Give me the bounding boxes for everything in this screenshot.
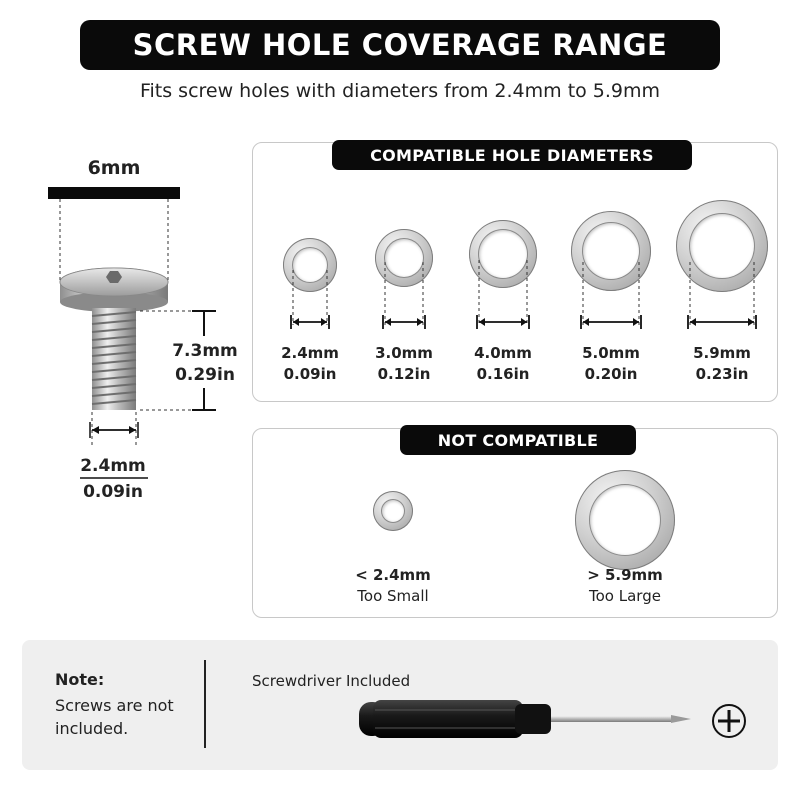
hole-size-label: 2.4mm 0.09in xyxy=(281,344,339,383)
too-large-label: > 5.9mm Too Large xyxy=(587,566,663,605)
page-subtitle: Fits screw holes with diameters from 2.4mm to 5.9mm xyxy=(139,80,661,102)
hole-size-label: 4.0mm 0.16in xyxy=(474,344,532,383)
hole-size-label: 3.0mm 0.12in xyxy=(375,344,433,383)
not-compatible-panel xyxy=(252,428,778,618)
too-small-label: < 2.4mm Too Small xyxy=(355,566,431,605)
note-body: Screws are not included. xyxy=(55,696,174,738)
head-width-label: 6mm xyxy=(87,157,141,179)
note-divider xyxy=(204,660,206,748)
hole-size-label: 5.9mm 0.23in xyxy=(693,344,751,383)
not-compatible-label: NOT COMPATIBLE xyxy=(400,425,636,455)
screw-length-mm: 7.3mm xyxy=(172,341,238,361)
hole-size-label: 5.0mm 0.20in xyxy=(582,344,640,383)
washer-too-large xyxy=(575,470,675,570)
phillips-cross-icon xyxy=(709,701,749,741)
screw-length-in: 0.29in xyxy=(175,365,235,385)
compatible-label: COMPATIBLE HOLE DIAMETERS xyxy=(332,140,692,170)
thread-diameter-mm: 2.4mm xyxy=(80,456,146,476)
screwdriver-label: Screwdriver Included xyxy=(252,672,411,690)
page-title: SCREW HOLE COVERAGE RANGE xyxy=(80,20,720,70)
screwdriver-icon xyxy=(355,690,715,750)
note-title: Note: xyxy=(55,670,105,689)
thread-diameter-in: 0.09in xyxy=(83,482,143,502)
washer-too-small xyxy=(373,491,413,531)
